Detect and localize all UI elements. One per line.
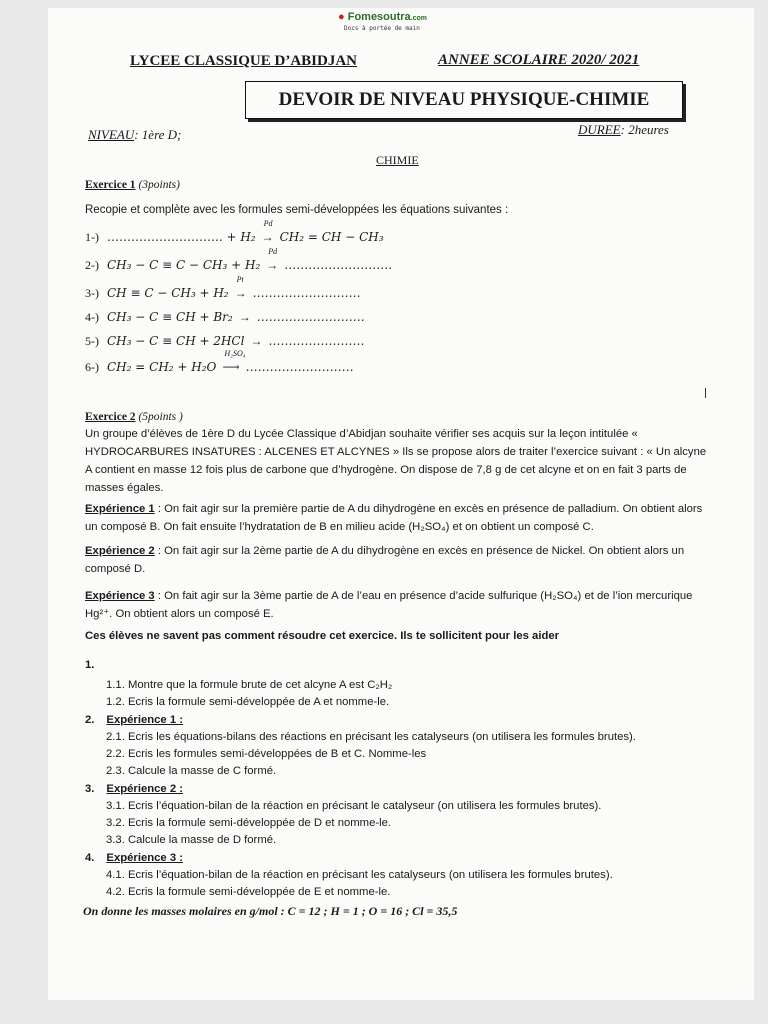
reaction-arrow: →: [250, 334, 263, 348]
question-number: 2.: [85, 714, 95, 726]
duration-label: DUREE: [578, 122, 621, 137]
margin-mark: [705, 388, 706, 398]
experience1-paragraph: Expérience 1 : On fait agir sur la première partie de A du dihydrogène en excès en présence de palladium. On obtient alors un composé B. On fait ensuite l’hydratation de B en milieu acide (H₂SO₄) et on obtient un composé C.: [85, 503, 703, 533]
equation-products: ………………………: [284, 258, 393, 272]
question-experience-label: Expérience 2 :: [106, 783, 184, 795]
level-value: : 1ère D;: [134, 127, 182, 142]
question-number: 1.: [85, 659, 95, 671]
equation-row: [85, 247, 393, 273]
question-item: 2.1. Ecris les équations-bilans des réactions en précisant les catalyseurs (on utilisera les formules brutes).: [106, 731, 636, 743]
question-item: 2.3. Calcule la masse de C formé.: [106, 765, 277, 777]
question-heading: [85, 714, 183, 726]
logo-tagline: Docs à portée de main: [344, 25, 420, 32]
equation-row: [85, 334, 364, 349]
duration-value: : 2heures: [620, 122, 669, 137]
exercise1-instruction: Recopie et complète avec les formules semi-développées les équations suivantes :: [85, 204, 509, 216]
catalyst-label: Pt: [236, 275, 244, 284]
exercise2-intro: Un groupe d’élèves de 1ère D du Lycée Classique d’Abidjan souhaite vérifier ses acquis sur la leçon intitulée « HYDROCARBURES INSATURES : ALCENES ET ALCYNES » Ils se propose alors de traiter l’exercice suivant : « Un alcyne A contient en masse 12 fois plus de carbone que d’hydrogène. On dispose de 7,8 g de cet alcyne et on en fait 3 parts de masses égales.: [85, 428, 707, 494]
question-item: 2.2. Ecris les formules semi-développées de B et C. Nomme-les: [106, 748, 427, 760]
equation-row: [85, 219, 384, 245]
equation-row: [85, 349, 354, 375]
equation-reactants: CH₂ = CH₂ + H₂O: [107, 360, 217, 374]
question-number: 3.: [85, 783, 95, 795]
question-experience-label: Expérience 1 :: [106, 714, 184, 726]
exercise1-title: Exercice 1 (3points): [85, 179, 180, 191]
equation-number: 3-): [85, 286, 99, 300]
experience3-label: Expérience 3: [85, 590, 155, 602]
reaction-arrow: H₂SO₄ ⟶: [222, 349, 246, 374]
reaction-arrow: Pd →: [266, 247, 279, 272]
equation-reactants: CH₃ − C ≡ C − CH₃ + H₂: [107, 258, 261, 272]
question-item: 4.2. Ecris la formule semi-développée de E et nomme-le.: [106, 886, 391, 898]
question-number: 4.: [85, 852, 95, 864]
equation-products: ………………………: [245, 360, 354, 374]
question-item: 4.1. Ecris l’équation-bilan de la réaction en précisant les catalyseurs (on utilisera les formules brutes).: [106, 869, 613, 881]
exercise2-title: Exercice 2 (5points ): [85, 411, 183, 423]
equation-reactants: CH₃ − C ≡ CH + 2HCl: [107, 334, 245, 348]
equation-row: [85, 275, 361, 301]
equation-row: [85, 310, 365, 325]
equation-number: 2-): [85, 258, 99, 272]
question-heading: [85, 852, 183, 864]
reaction-arrow: Pt →: [234, 275, 247, 300]
question-item: 3.1. Ecris l’équation-bilan de la réaction en précisant le catalyseur (on utilisera les formules brutes).: [106, 800, 602, 812]
equation-reactants: CH₃ − C ≡ CH + Br₂: [107, 310, 233, 324]
duration-line: [578, 122, 669, 138]
equation-number: 5-): [85, 334, 99, 348]
equation-products: ……………………: [268, 334, 365, 348]
equation-number: 1-): [85, 230, 99, 244]
catalyst-label: H₂SO₄: [224, 349, 246, 358]
molar-masses: On donne les masses molaires en g/mol : C = 12 ; H = 1 ; O = 16 ; Cl = 35,5: [83, 904, 458, 918]
question-heading: [85, 659, 94, 671]
equation-products: ………………………: [256, 310, 365, 324]
question-item: 1.1. Montre que la formule brute de cet alcyne A est C₂H₂: [106, 679, 393, 691]
question-heading: [85, 783, 183, 795]
level-line: [88, 127, 181, 143]
school-year: ANNEE SCOLAIRE 2020/ 2021: [438, 52, 640, 68]
experience2-label: Expérience 2: [85, 545, 155, 557]
catalyst-label: Pd: [263, 219, 273, 228]
experience2-paragraph: Expérience 2 : On fait agir sur la 2ème partie de A du dihydrogène en excès en présence de Nickel. On obtient alors un composé D.: [85, 545, 685, 575]
exam-page: [48, 8, 754, 1000]
equation-number: 6-): [85, 360, 99, 374]
site-logo: ● Fomesoutra.com: [338, 11, 428, 23]
school-name: LYCEE CLASSIQUE D’ABIDJAN: [130, 53, 357, 69]
equation-number: 4-): [85, 310, 99, 324]
reaction-arrow: →: [238, 310, 251, 324]
question-item: 1.2. Ecris la formule semi-développée de A et nomme-le.: [106, 696, 390, 708]
question-item: 3.2. Ecris la formule semi-développée de D et nomme-le.: [106, 817, 392, 829]
exam-title: DEVOIR DE NIVEAU PHYSIQUE-CHIMIE: [245, 81, 683, 119]
help-request: Ces élèves ne savent pas comment résoudre cet exercice. Ils te sollicitent pour les aider: [85, 630, 560, 642]
experience1-label: Expérience 1: [85, 503, 155, 515]
question-experience-label: Expérience 3 :: [106, 852, 184, 864]
equation-reactants: CH ≡ C − CH₃ + H₂: [107, 286, 229, 300]
equation-reactants: ……………………….. + H₂: [107, 230, 256, 244]
equation-products: ………………………: [252, 286, 361, 300]
section-title: CHIMIE: [376, 153, 419, 167]
level-label: NIVEAU: [88, 127, 135, 142]
experience3-paragraph: Expérience 3 : On fait agir sur la 3ème partie de A de l’eau en présence d’acide sulfurique (H₂SO₄) et de l’ion mercurique Hg²⁺. On obtient alors un composé E.: [85, 590, 693, 620]
catalyst-label: Pd: [268, 247, 278, 256]
question-item: 3.3. Calcule la masse de D formé.: [106, 834, 277, 846]
equation-products: CH₂ = CH − CH₃: [279, 230, 384, 244]
reaction-arrow: Pd →: [261, 219, 274, 244]
